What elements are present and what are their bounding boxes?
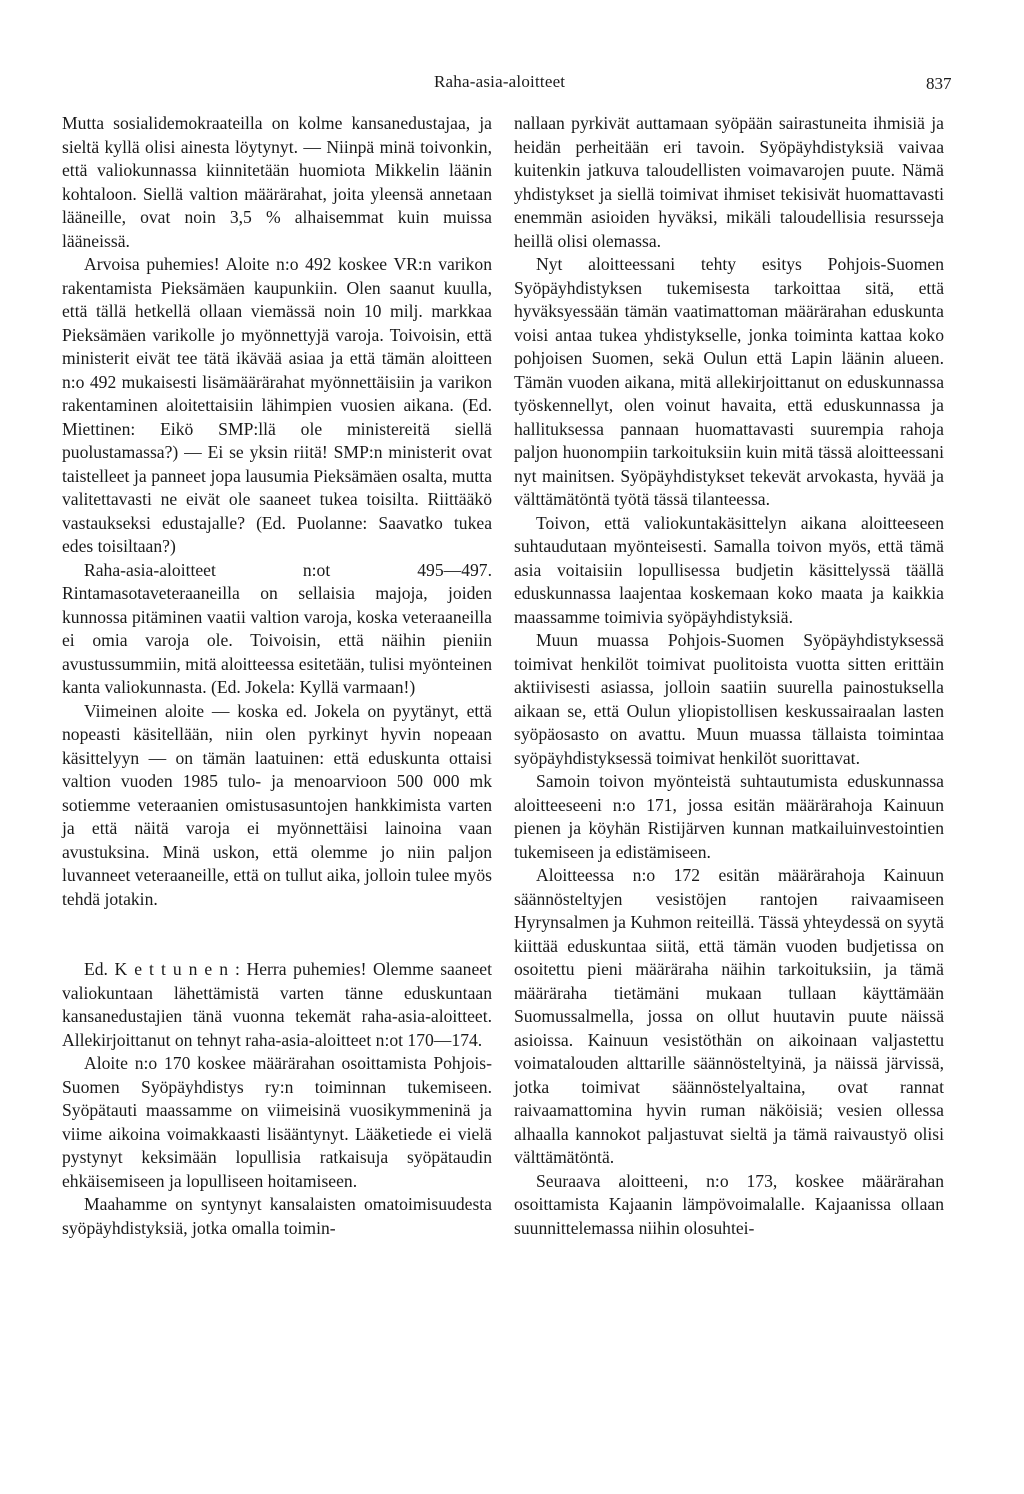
paragraph: Toivon, että valiokuntakäsittelyn aikana aloitteeseen suhtaudutaan myönteisesti. Samalla toivon myös, että tämä asia voitaisiin lopullisessa budjetin käsittelyssä täällä eduskunnassa laajentaa koskemaan koko maata ja kaikkia maassamme toimivia syöpäyhdistyksiä.: [514, 512, 944, 627]
left-column: [62, 112, 492, 1240]
speaker-name: Kettunen: [114, 959, 236, 979]
paragraph: Maahamme on syntynyt kansalaisten omatoimisuudesta syöpäyhdistyksiä, jotka omalla toimin-: [62, 1194, 492, 1238]
page-number: 837: [926, 74, 952, 93]
running-title: Raha-asia-aloitteet: [434, 72, 566, 91]
speaker-prefix: Ed.: [84, 959, 108, 979]
paragraph: Seuraava aloitteeni, n:o 173, koskee määrärahan osoittamista Kajaanin lämpövoimalalle. Kajaanissa ollaan suunnittelemassa niihin olosuhtei-: [514, 1170, 944, 1238]
paragraph: Arvoisa puhemies! Aloite n:o 492 koskee VR:n varikon rakentamista Pieksämäen kaupunkiin. Olen saanut kuulla, että tällä hetkellä ollaan viemässä noin 10 milj. markkaa Pieksämäen varikolle jo myönnettyjä varoja. Toivoisin, että ministerit eivät tee tätä ikävää asiaa ja että tämän aloitteen n:o 492 mukaisesti lisämäärärahat myönnettäisiin ja varikon rakentaminen aloitettaisiin lähimpien vuosien aikana. (Ed. Miettinen: Eikö SMP:llä ole ministereitä siellä puolustamassa?) — Ei se yksin riitä! SMP:n ministerit ovat taistelleet ja panneet jopa lausumia Pieksämäen osalta, mutta valitettavasti ne eivät ole saaneet tukea toisilta. Riittääkö vastaukseksi edustajalle? (Ed. Puolanne: Saavatko tukea edes toisiltaan?): [62, 254, 492, 556]
paragraph: Raha-asia-aloitteet n:ot 495—497. Rintamasotaveteraaneilla on sellaisia majoja, joiden kunnossa pitäminen vaatii valtion varoja, koska veteraaneilla ei omia varoja ole. Toivoisin, että näihin pieniin avustussummiin, mitä aloitteessa esitetään, tulisi myönteinen kanta valiokunnasta. (Ed. Jokela: Kyllä varmaan!): [62, 559, 492, 697]
paragraph: Nyt aloitteessani tehty esitys Pohjois-Suomen Syöpäyhdistyksen tukemisesta tarkoittaa sitä, että hyväksyessään tämän vaatimattoman määrärahan eduskunta voisi antaa tukea yhdistykselle, jonka toiminta kattaa koko pohjoisen Suomen, sekä Oulun että Lapin läänin alueen. Tämän vuoden aikana, mitä allekirjoittanut on eduskunnassa työskennellyt, olen voinut havaita, että eduskunnassa ja hallituksessa pannaan huomattavasti suurempia rahoja paljon huonompiin tarkoituksiin kuin mitä tässä aloitteessani nyt mainitsen. Syöpäyhdistykset tekevät arvokasta, hyvää ja välttämätöntä työtä tässä tilanteessa.: [514, 254, 944, 509]
paragraph: Viimeinen aloite — koska ed. Jokela on pyytänyt, että nopeasti käsitellään, niin olen pyrkinyt hyvin nopeaan käsittelyyn — on tämän laatuinen: että eduskunta ottaisi valtion vuoden 1985 tulo- ja menoarvioon 500 000 mk sotiemme veteraanien omistusasuntojen hankkimista varten ja että näitä varoja ei myönnettäisi lainoina vaan avustuksina. Minä uskon, että olemme jo niin paljon luvanneet veteraaneille, että on tullut aika, jolloin tulee myös tehdä jotakin.: [62, 700, 492, 909]
paragraph: Muun muassa Pohjois-Suomen Syöpäyhdistyksessä toimivat henkilöt toimivat puolitoista vuotta sitten erittäin aktiivisesti asiassa, jolloin saatiin suurella painostuksella aikaan se, että Oulun yliopistollisen keskussairaalan lasten syöpäosasto on avattu. Muun muassa tällaista toimintaa syöpäyhdistyksessä toimivat henkilöt suorittavat.: [514, 630, 944, 768]
paragraph: Samoin toivon myönteistä suhtautumista eduskunnassa aloitteeseeni n:o 171, jossa esitän määrärahoja Kainuun pienen ja köyhän Ristijärven kunnan matkailuinvestointien tukemiseen ja edistämiseen.: [514, 771, 944, 862]
right-column: [514, 112, 944, 1240]
paragraph: nallaan pyrkivät auttamaan syöpään sairastuneita ihmisiä ja heidän perheitään eri tavoin. Syöpäyhdistyksiä vaivaa kuitenkin jatkuva taloudellisten voimavarojen puute. Nämä yhdistykset ja siellä toimivat ihmiset tekisivät huomattavasti enemmän asioiden hyväksi, mikäli taloudellisia resursseja heillä olisi olemassa.: [514, 113, 944, 251]
paragraph: Aloitteessa n:o 172 esitän määrärahoja Kainuun säännösteltyjen vesistöjen rantojen raivaamiseen Hyrynsalmen ja Kuhmon reiteillä. Tässä yhteydessä on syytä kiittää eduskuntaa siitä, että tämän vuoden budjetissa on osoitettu pieni määräraha näihin tarkoituksiin, ja tämä määräraha tietämäni mukaan tullaan käyttämään Suomussalmella, jossa on ollut huutavin puute näissä asioissa. Kainuun vesistöthän on aikoinaan valjastettu voimatalouden alttarille säännösteltyinä, ja näissä järvissä, jotka toimivat säännöstelyaltaina, ovat rannat raivaamattomina hyvin ruman näköisiä; vesien ollessa alhaalla kannokot paljastuvat sieltä ja tämä raivaustyö olisi välttämätöntä.: [514, 865, 944, 1167]
paragraph: Aloite n:o 170 koskee määrärahan osoittamista Pohjois-Suomen Syöpäyhdistys ry:n toiminnan tukemiseen. Syöpätauti maassamme on viimeisinä vuosikymmeninä ja viime aikoina voimakkaasti lisääntynyt. Lääketiede ei vielä pystynyt keksimään lopullisia ratkaisuja syöpätaudin ehkäisemiseen ja lopulliseen hoitamiseen.: [62, 1053, 492, 1191]
paragraph: Mutta sosialidemokraateilla on kolme kansanedustajaa, ja sieltä kyllä olisi ainesta löytynyt. — Niinpä minä toivonkin, että valiokunnassa kiinnitetään huomiota Mikkelin läänin kohtaloon. Siellä valtion määrärahat, joita yleensä annetaan lääneille, ovat noin 3,5 % alhaisemmat kuin muissa lääneissä.: [62, 113, 492, 251]
speaker-paragraph: [62, 958, 492, 1052]
speaker-text: : Herra puhemies! Olemme saaneet valiokuntaan lähettämistä varten tänne eduskuntaan kansanedustajien tänä vuonna tekemät raha-asia-aloitteet. Allekirjoittanut on tehnyt raha-asia-aloitteet n:ot 170—174.: [62, 959, 492, 1050]
